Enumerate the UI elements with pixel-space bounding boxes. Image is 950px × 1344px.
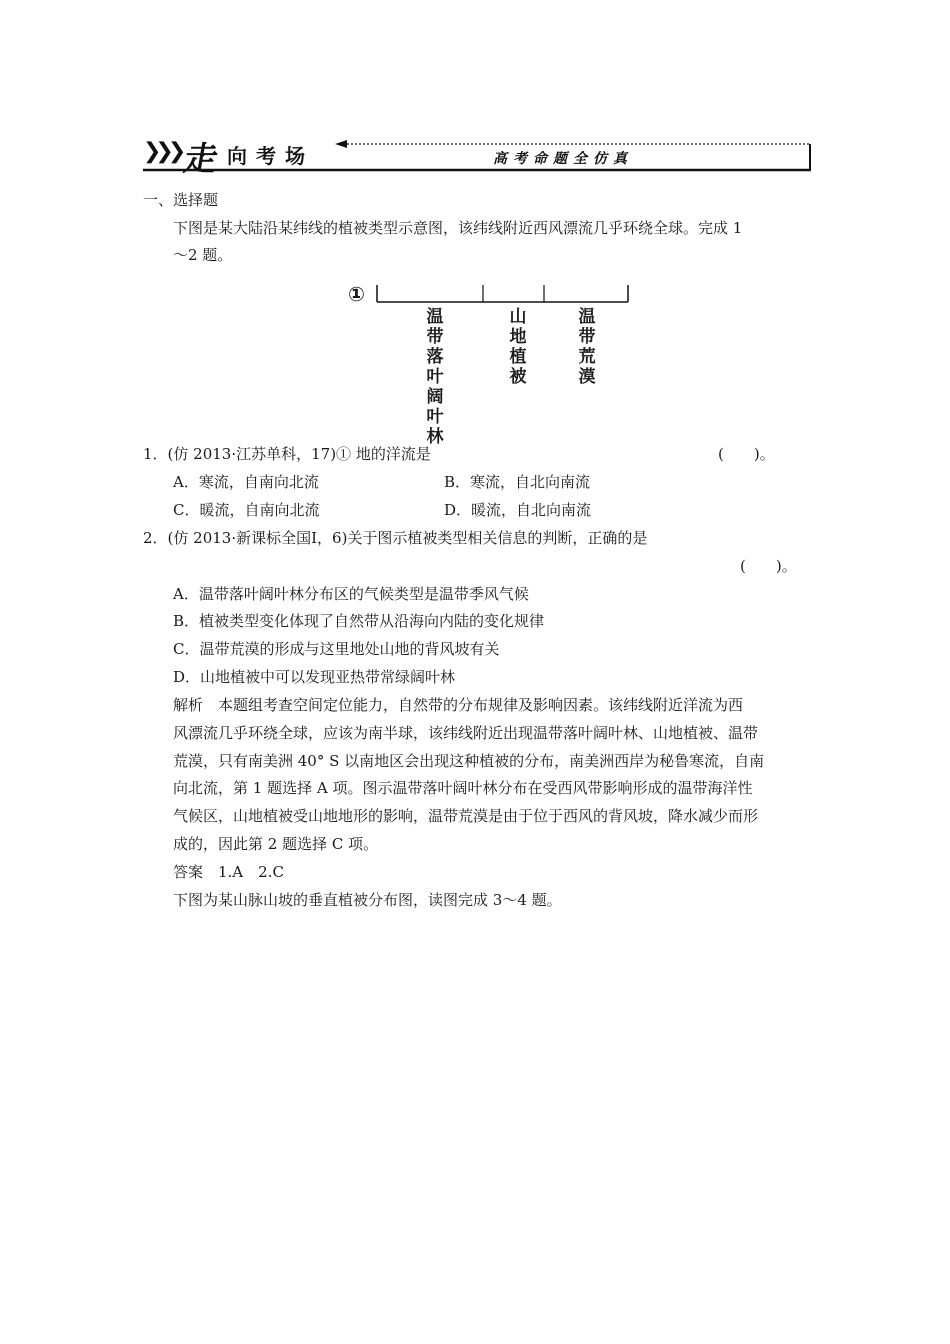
analysis-line-1: 解析 本题组考查空间定位能力，自然带的分布规律及影响因素。该纬线附近洋流为西 xyxy=(173,696,744,714)
section-heading: 一、选择题 xyxy=(143,191,219,209)
triple-chevron-icon: ❯❯❯ xyxy=(143,139,181,164)
q1-option-b: B．寒流，自北向南流 xyxy=(444,473,591,491)
label-temperate-desert: 温带荒漠 xyxy=(578,307,596,387)
banner-zou-char: 走 xyxy=(181,139,222,178)
answer-line: 答案 1.A 2.C xyxy=(173,863,284,881)
analysis-line-3: 荒漠，只有南美洲 40° S 以南地区会出现这种植被的分布，南美洲西岸为秘鲁寒流，自南 xyxy=(173,752,765,770)
marker-circled-one: ① xyxy=(348,282,365,306)
q2-option-a: A．温带落叶阔叶林分布区的气候类型是温带季风气候 xyxy=(173,585,529,603)
banner-frame xyxy=(143,135,815,177)
intro-line-2: ～2 题。 xyxy=(173,246,233,264)
q2-option-c: C．温带荒漠的形成与这里地处山地的背风坡有关 xyxy=(173,640,500,658)
q2-option-d: D．山地植被中可以发现亚热带常绿阔叶林 xyxy=(173,668,456,686)
intro-line-1: 下图是某大陆沿某纬线的植被类型示意图，该纬线附近西风漂流几乎环绕全球。完成 1 xyxy=(173,219,743,237)
q2-stem: 2．(仿 2013·新课标全国Ⅰ，6)关于图示植被类型相关信息的判断，正确的是 xyxy=(143,529,648,547)
analysis-line-5: 气候区，山地植被受山地地形的影响，温带荒漠是由于位于西风的背风坡，降水减少而形 xyxy=(173,807,759,825)
label-temperate-deciduous-forest: 温带落叶阔叶林 xyxy=(426,307,444,447)
q1-option-c: C．暖流，自南向北流 xyxy=(173,501,320,519)
section-banner xyxy=(143,135,815,177)
next-question-intro: 下图为某山脉山坡的垂直植被分布图，读图完成 3～4 题。 xyxy=(173,891,562,909)
q1-option-a: A．寒流，自南向北流 xyxy=(173,473,319,491)
analysis-line-6: 成的，因此第 2 题选择 C 项。 xyxy=(173,835,379,853)
q1-option-d: D．暖流，自北向南流 xyxy=(444,501,592,519)
diagram-bracket xyxy=(345,280,645,310)
q1-answer-blank: ( )。 xyxy=(718,445,775,463)
q2-answer-blank: ( )。 xyxy=(740,557,797,575)
label-mountain-vegetation: 山地植被 xyxy=(509,307,527,387)
vegetation-diagram xyxy=(345,280,645,447)
analysis-line-4: 向北流，第 1 题选择 A 项。图示温带落叶阔叶林分布在受西风带影响形成的温带海洋性 xyxy=(173,779,753,797)
arrow-head-icon xyxy=(335,140,347,148)
q1-stem: 1．(仿 2013·江苏单科，17)① 地的洋流是 xyxy=(143,445,431,463)
q2-option-b: B．植被类型变化体现了自然带从沿海向内陆的变化规律 xyxy=(173,612,545,630)
banner-slogan: 高考命题全仿真 xyxy=(493,151,633,167)
analysis-line-2: 风漂流几乎环绕全球，应该为南半球，该纬线附近出现温带落叶阔叶林、山地植被、温带 xyxy=(173,724,759,742)
banner-title: 向考场 xyxy=(227,144,314,168)
